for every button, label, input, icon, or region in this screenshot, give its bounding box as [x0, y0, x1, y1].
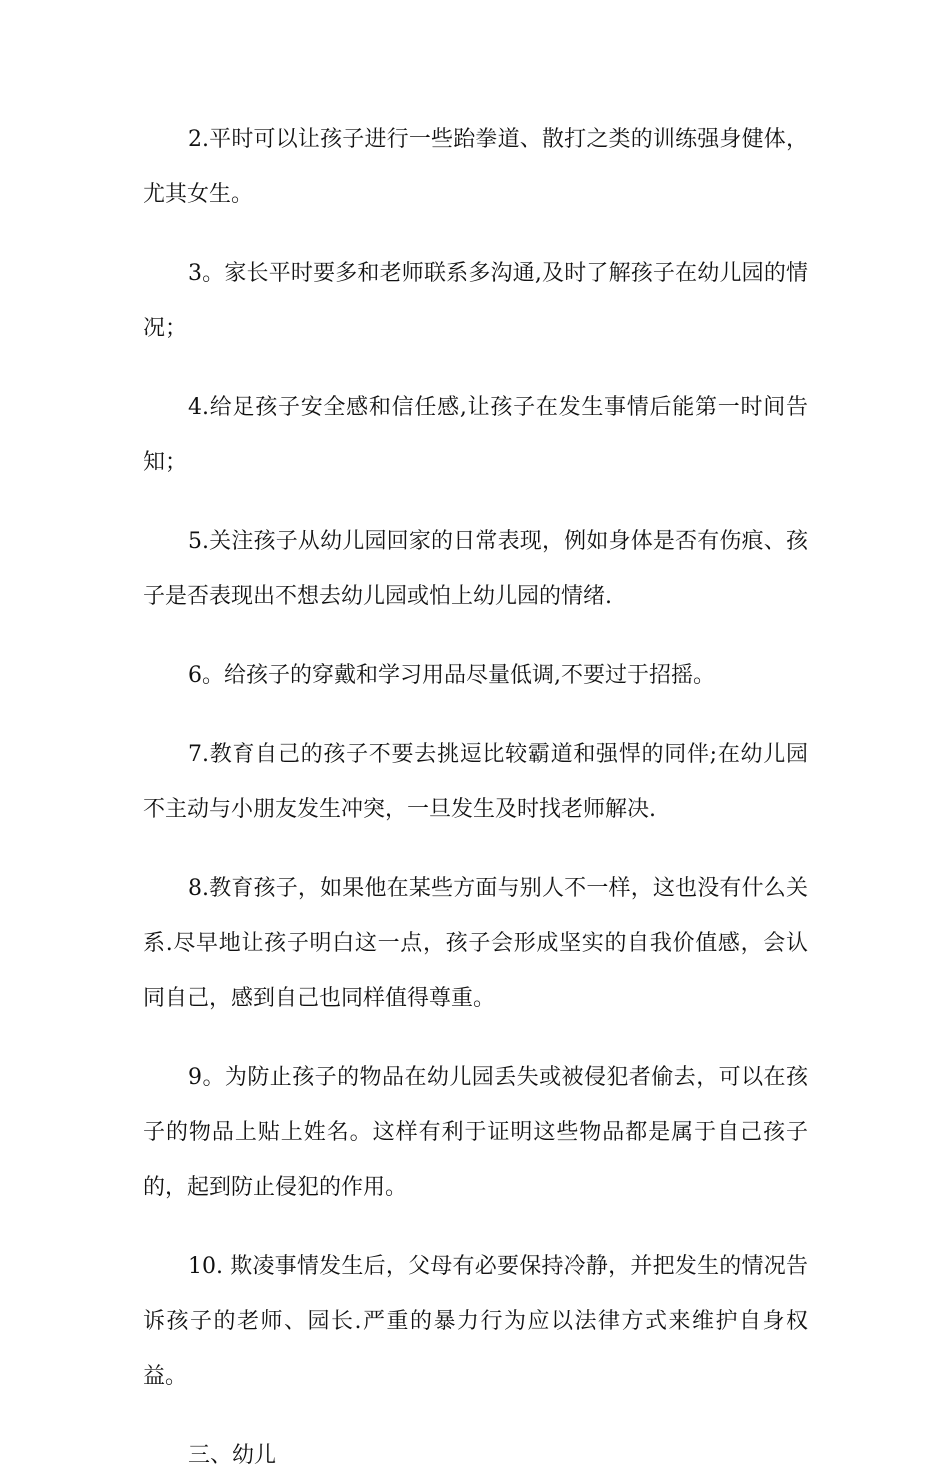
paragraph-item-3: 3。家长平时要多和老师联系多沟通,及时了解孩子在幼儿园的情况； — [143, 261, 808, 341]
paragraph-item-8: 8.教育孩子，如果他在某些方面与别人不一样，这也没有什么关系.尽早地让孩子明白这一点，孩子会形成坚实的自我价值感，会认同自己，感到自己也同样值得尊重。 — [143, 876, 808, 1011]
paragraph-item-5: 5.关注孩子从幼儿园回家的日常表现，例如身体是否有伤痕、孩子是否表现出不想去幼儿园或怕上幼儿园的情绪. — [143, 529, 808, 609]
paragraph-item-10: 10. 欺凌事情发生后，父母有必要保持冷静，并把发生的情况告诉孩子的老师、园长.严重的暴力行为应以法律方式来维护自身权益。 — [143, 1254, 808, 1389]
document-body — [143, 112, 808, 1483]
paragraph-item-7: 7.教育自己的孩子不要去挑逗比较霸道和强悍的同伴;在幼儿园不主动与小朋友发生冲突，一旦发生及时找老师解决. — [143, 742, 808, 822]
paragraph-item-9: 9。为防止孩子的物品在幼儿园丢失或被侵犯者偷去，可以在孩子的物品上贴上姓名。这样有利于证明这些物品都是属于自己孩子的，起到防止侵犯的作用。 — [143, 1065, 808, 1200]
section-heading: 三、幼儿 — [188, 1443, 277, 1468]
paragraph-item-6: 6。给孩子的穿戴和学习用品尽量低调,不要过于招摇。 — [188, 663, 715, 688]
paragraph-item-4: 4.给足孩子安全感和信任感,让孩子在发生事情后能第一时间告知； — [143, 395, 808, 475]
paragraph-item-2: 2.平时可以让孩子进行一些跆拳道、散打之类的训练强身健体，尤其女生。 — [143, 127, 808, 207]
